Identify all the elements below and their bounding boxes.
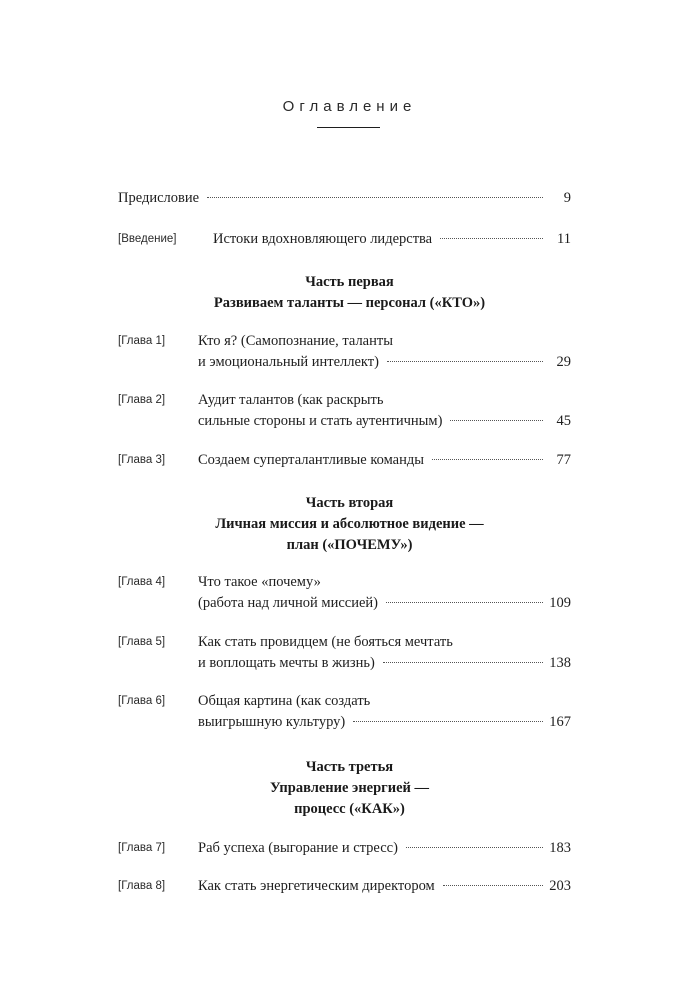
toc-line [198,653,571,674]
page-number: 45 [556,413,571,429]
page-number: 138 [549,655,571,671]
entry-title: Раб успеха (выгорание и стресс) [198,840,398,856]
entry-text [198,838,571,859]
title-underline [317,127,380,128]
dot-leader [386,602,543,603]
page-number: 29 [556,354,571,370]
entry-title: и эмоциональный интеллект) [198,354,379,370]
page-number: 167 [549,714,571,730]
entry-title: Истоки вдохновляющего лидерства [213,231,433,247]
entry-title: Как стать энергетическим директором [198,878,435,894]
toc-line [198,411,571,432]
toc-line [198,876,571,897]
page-number: 203 [549,878,571,894]
part-subtitle: процесс («КАК») [294,801,405,817]
entry-label: [Глава 4] [118,576,166,588]
part-subtitle: Развиваем таланты — персонал («КТО») [213,295,486,311]
dot-leader [443,885,543,886]
toc-line [198,691,571,712]
entry-text [198,691,571,733]
entry-title: и воплощать мечты в жизнь) [198,655,375,671]
dot-leader [353,721,543,722]
dot-leader [406,847,543,848]
dot-leader [207,197,543,198]
toc-line [198,331,571,352]
entry-label: [Глава 3] [118,454,166,466]
entry-title: (работа над личной миссией) [198,595,378,611]
page-number: 183 [549,840,571,856]
entry-label: [Глава 1] [118,335,166,347]
toc-line [198,593,571,614]
toc-line [198,450,571,471]
part-subtitle: Личная миссия и абсолютное видение — [215,516,484,532]
entry-text [198,450,571,471]
entry-title: Кто я? (Самопознание, таланты [198,333,393,349]
entry-text [198,331,571,373]
entry-label: [Глава 2] [118,394,166,406]
entry-label: [Введение] [118,233,177,245]
part-heading-2 [0,493,699,556]
dot-leader [383,662,543,663]
toc-line [198,712,571,733]
toc-entry-preface[interactable] [118,188,571,209]
entry-label: [Глава 6] [118,695,166,707]
toc-line [198,572,571,593]
part-subtitle: план («ПОЧЕМУ») [286,537,413,553]
entry-title: выигрышную культуру) [198,714,346,730]
entry-title: Как стать провидцем (не бояться мечтать [198,634,453,650]
entry-label: [Глава 8] [118,880,166,892]
entry-title: Создаем суперталантливые команды [198,452,424,468]
dot-leader [450,420,543,421]
dot-leader [440,238,543,239]
toc-line [198,390,571,411]
toc-line [198,838,571,859]
entry-label: [Глава 5] [118,636,166,648]
entry-title: Предисловие [118,190,200,206]
part-heading-3 [0,757,699,820]
page-number: 9 [563,190,571,206]
entry-label: [Глава 7] [118,842,166,854]
entry-title: Общая картина (как создать [198,693,371,709]
part-title: Часть первая [305,274,394,290]
toc-line [198,352,571,373]
toc-line [213,229,571,250]
entry-text [198,572,571,614]
entry-title: Что такое «почему» [198,574,321,590]
dot-leader [387,361,543,362]
part-subtitle: Управление энергией — [269,780,430,796]
toc-line [198,632,571,653]
entry-text [213,229,571,250]
part-title: Часть вторая [305,495,394,511]
page-number: 109 [549,595,571,611]
entry-title: сильные стороны и стать аутентичным) [198,413,443,429]
dot-leader [432,459,543,460]
toc-line [118,188,571,209]
part-heading-1 [0,272,699,314]
entry-title: Аудит талантов (как раскрыть [198,392,384,408]
entry-text [198,390,571,432]
page-number: 77 [556,452,571,468]
toc-title: Оглавление [282,98,417,115]
entry-text [198,876,571,897]
page-number: 11 [557,231,571,247]
part-title: Часть третья [305,759,394,775]
entry-text [198,632,571,674]
